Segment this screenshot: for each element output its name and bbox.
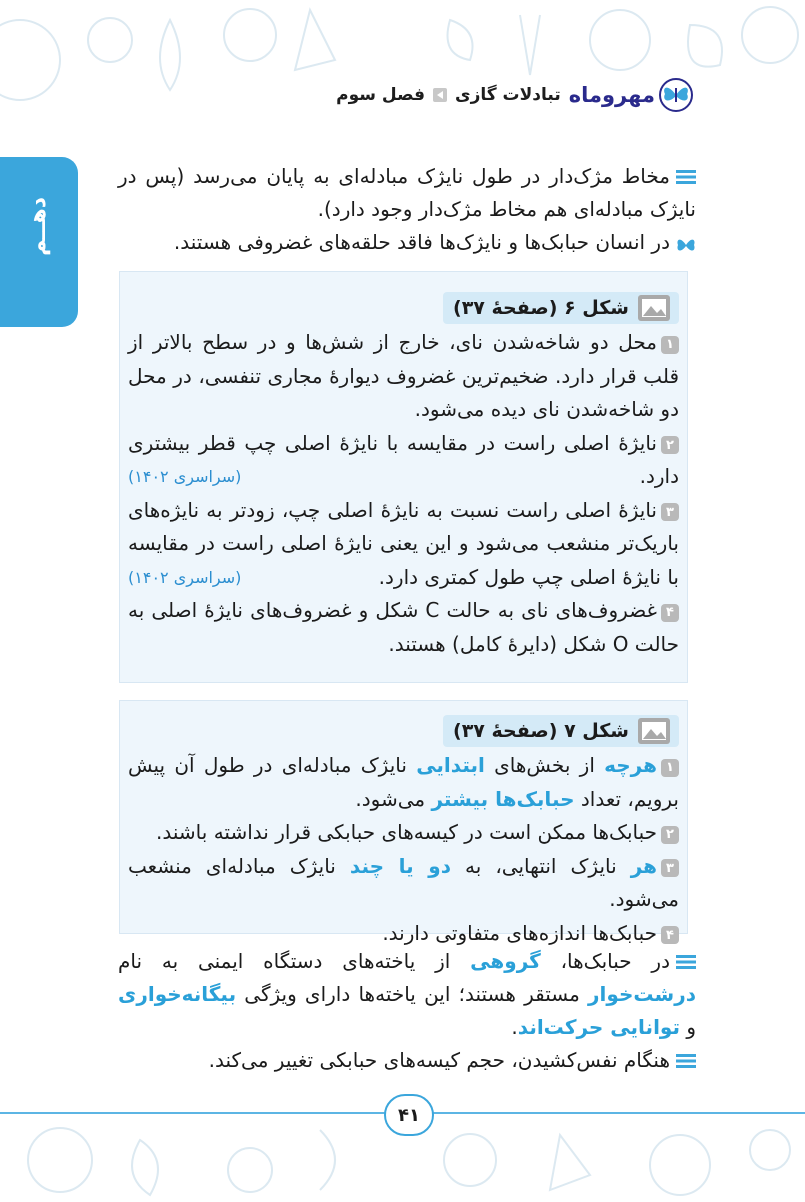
intro-paragraph-1: مخاط مژک‌دار در طول نایژک مبادله‌ای به پایان می‌رسد (پس در نایژک مبادله‌ای هم مخاط مژک‌دار وجود دارد). [118,164,696,221]
breadcrumb-topic[interactable]: تبادلات گازی [454,85,561,105]
figure-6-item-2: ۲نایژهٔ اصلی راست در مقایسه با نایژهٔ اصلی چپ قطر بیشتری دارد. (سراسری ۱۴۰۲) [128,427,679,494]
figure-6-item-3: ۳نایژهٔ اصلی راست نسبت به نایژهٔ اصلی چپ، زودتر به نایژه‌های باریک‌تر منشعب می‌شود و این یعنی نایژهٔ اصلی راست در مقایسه با نایژهٔ اصلی چپ طول کمتری دارد. (سراسری ۱۴۰۲) [128,494,679,595]
butterfly-bullet-icon [676,236,696,250]
figure-6-items [128,326,679,661]
figure-7-items [128,749,679,950]
figure-7-item-2: ۲حبابک‌ها ممکن است در کیسه‌های حبابکی قرار نداشته باشند. [128,816,679,850]
brand-name: مهروماه [568,83,655,107]
figure-7-box [119,700,688,945]
figure-6-box [119,271,688,683]
butterfly-logo-icon [659,78,693,112]
grade-label: دهــم [26,197,51,256]
figure-7-item-1: ۱هرچه از بخش‌های ابتدایی نایژک مبادله‌ای در طول آن پیش برویم، تعداد حبابک‌ها بیشتر می‌شود. [128,753,679,811]
list-lines-icon [676,955,696,969]
page-header [336,78,693,112]
page-number: ۴۱ [384,1094,434,1136]
brand [569,78,693,112]
intro-paragraph-2: در انسان حبابک‌ها و نایژک‌ها فاقد حلقه‌های غضروفی هستند. [118,226,696,259]
grade-side-tab [0,157,78,327]
figure-7-item-4: ۴حبابک‌ها اندازه‌های متفاوتی دارند. [128,917,679,951]
outro-paragraph-2: هنگام نفس‌کشیدن، حجم کیسه‌های حبابکی تغییر می‌کند. [118,1044,696,1077]
list-lines-icon [676,170,696,184]
image-icon [637,717,671,745]
figure-6-item-4: ۴غضروف‌های نای به حالت C شکل و غضروف‌های نایژهٔ اصلی به حالت O شکل (دایرهٔ کامل) هستند. [128,598,679,656]
figure-6-item-1: ۱محل دو شاخه‌شدن نای، خارج از شش‌ها و در سطح بالاتر از قلب قرار دارد. ضخیم‌ترین غضروف دیوارهٔ مجاری تنفسی، در محل دو شاخه‌شدن نای دیده می‌شود. [128,330,679,421]
figure-6-title: شکل ۶ (صفحهٔ ۳۷) [443,292,679,324]
breadcrumb-separator-icon [433,88,447,102]
outro-section [118,945,696,1077]
figure-7-item-3: ۳هر نایژک انتهایی، به دو یا چند نایژک مبادله‌ای منشعب می‌شود. [128,853,679,911]
outro-paragraph-1: در حبابک‌ها، گروهی از یاخته‌های دستگاه ایمنی به نام درشت‌خوار مستقر هستند؛ این یاخته‌ها دارای ویژگی بیگانه‌خواری و توانایی حرکت‌اند. [118,949,696,1039]
list-lines-icon [676,1054,696,1068]
source-badge: (سراسری ۱۴۰۲) [128,467,242,486]
source-badge: (سراسری ۱۴۰۲) [128,567,242,587]
image-icon [637,294,671,322]
breadcrumb-chapter[interactable]: فصل سوم [336,85,425,105]
figure-7-title: شکل ۷ (صفحهٔ ۳۷) [443,715,679,747]
intro-section [118,160,696,259]
